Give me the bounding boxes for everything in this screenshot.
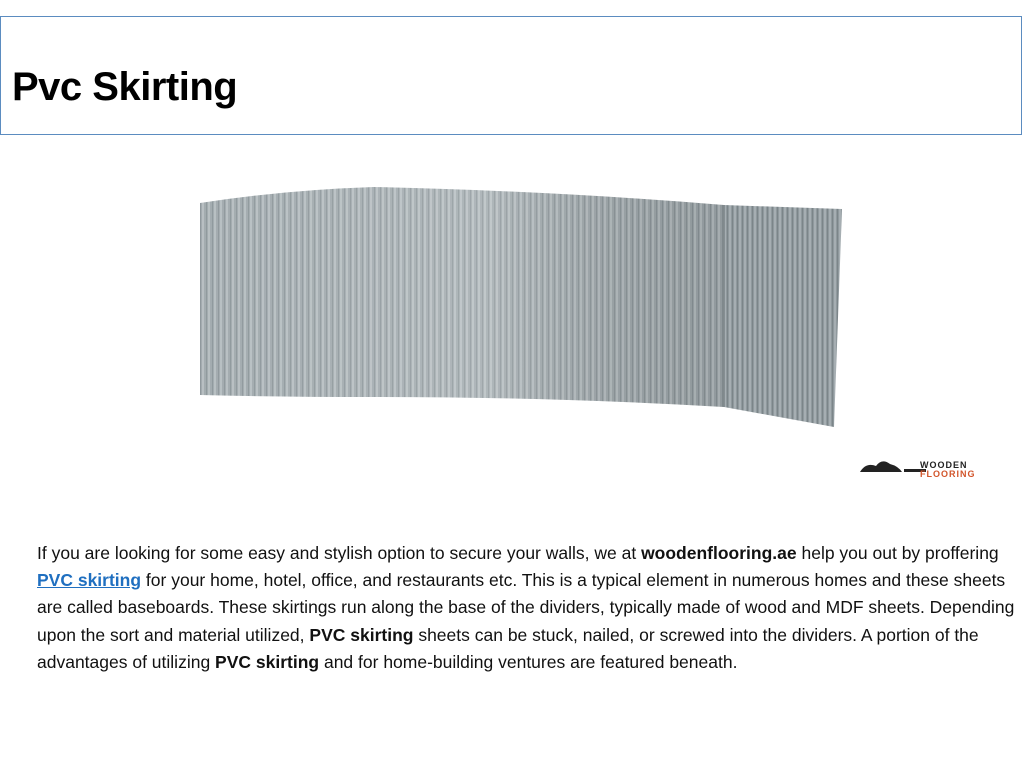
body-text-3: for your home, hotel, office, and restaurants etc. This is a typical element in numerous homes and these sheets are called baseboards. These skirtings run along the base of the dividers, typically made of wood and MDF sheets. Depending upon the sort and material utilized, xyxy=(37,570,1015,645)
panel-corner xyxy=(724,205,842,427)
pvc-skirting-image xyxy=(34,135,1004,490)
body-text-1: If you are looking for some easy and stylish option to secure your walls, we at xyxy=(37,543,642,563)
pvc-skirting-link[interactable]: PVC skirting xyxy=(37,570,142,591)
wooden-flooring-logo xyxy=(860,460,976,479)
body-paragraph xyxy=(37,540,1022,676)
bold-term-2: PVC skirting xyxy=(309,624,414,645)
title-box xyxy=(0,16,1022,135)
logo-line2: FLOORING xyxy=(920,469,976,479)
page-title: Pvc Skirting xyxy=(12,65,238,109)
body-text-2: help you out by proffering xyxy=(796,543,999,563)
bold-term-3: PVC skirting xyxy=(215,651,320,672)
logo-line1: WOODEN xyxy=(920,460,968,470)
body-text-4: sheets can be stuck, nailed, or screwed into the dividers. A portion of the advantages of utilizing xyxy=(37,624,979,672)
body-text-5: and for home-building ventures are featured beneath. xyxy=(319,651,738,672)
brand-name: woodenflooring.ae xyxy=(641,543,797,563)
